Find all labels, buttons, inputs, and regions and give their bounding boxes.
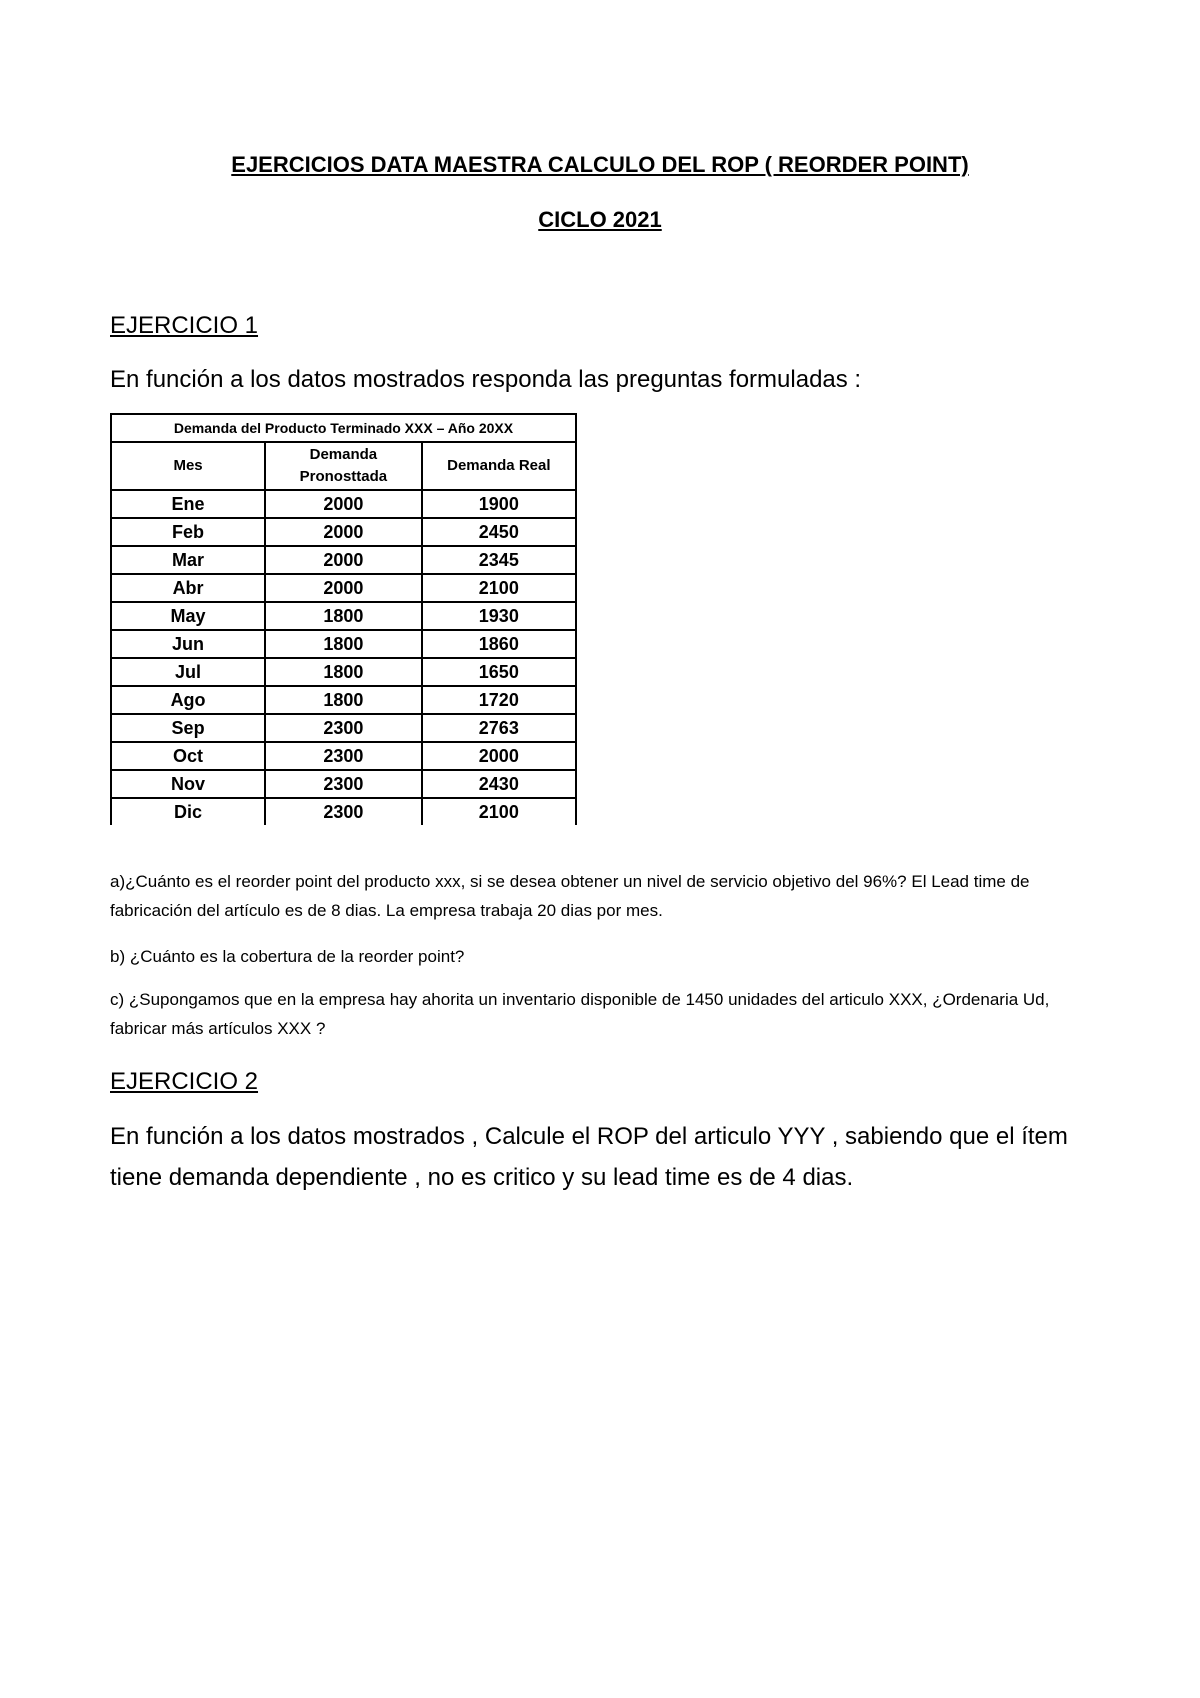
cell-real: 1860 <box>422 630 576 658</box>
table-row <box>111 686 576 714</box>
header-forecast <box>265 442 422 490</box>
cell-month: Sep <box>111 714 265 742</box>
cell-month: May <box>111 602 265 630</box>
cell-forecast: 2300 <box>265 714 422 742</box>
cell-month: Mar <box>111 546 265 574</box>
cell-month: Nov <box>111 770 265 798</box>
cell-month: Oct <box>111 742 265 770</box>
cell-month: Jul <box>111 658 265 686</box>
table-row <box>111 714 576 742</box>
cell-forecast: 1800 <box>265 658 422 686</box>
exercise-1-intro: En función a los datos mostrados responda las preguntas formuladas : <box>110 366 862 393</box>
cell-forecast: 2300 <box>265 798 422 825</box>
table-row <box>111 546 576 574</box>
table-caption: Demanda del Producto Terminado XXX – Año 20XX <box>111 414 576 442</box>
table-row <box>111 490 576 518</box>
cell-real: 2763 <box>422 714 576 742</box>
document-subtitle: CICLO 2021 <box>538 207 662 232</box>
cell-real: 1650 <box>422 658 576 686</box>
header-forecast-line1: Demanda <box>309 446 378 463</box>
cell-real: 2430 <box>422 770 576 798</box>
cell-forecast: 2000 <box>265 490 422 518</box>
question-c: c) ¿Supongamos que en la empresa hay ahorita un inventario disponible de 1450 unidades del articulo XXX, ¿Ordenaria Ud, fabricar más artículos XXX ? <box>110 990 1050 1038</box>
table-row <box>111 602 576 630</box>
table-header-row <box>111 442 576 490</box>
table-row <box>111 798 576 825</box>
cell-real: 2345 <box>422 546 576 574</box>
table-row <box>111 630 576 658</box>
table-row <box>111 742 576 770</box>
demand-table <box>110 413 577 825</box>
exercise-2-heading: EJERCICIO 2 <box>110 1068 259 1095</box>
table-row <box>111 770 576 798</box>
header-month: Mes <box>111 442 265 490</box>
cell-month: Ago <box>111 686 265 714</box>
header-forecast-line2: Pronosttada <box>299 468 388 485</box>
table-row <box>111 574 576 602</box>
cell-month: Abr <box>111 574 265 602</box>
cell-real: 2450 <box>422 518 576 546</box>
cell-real: 2100 <box>422 798 576 825</box>
cell-real: 1930 <box>422 602 576 630</box>
cell-month: Feb <box>111 518 265 546</box>
document-title: EJERCICIOS DATA MAESTRA CALCULO DEL ROP ( REORDER POINT) <box>231 152 969 177</box>
cell-month: Jun <box>111 630 265 658</box>
question-b: b) ¿Cuánto es la cobertura de la reorder point? <box>110 947 465 966</box>
cell-forecast: 2000 <box>265 518 422 546</box>
cell-month: Ene <box>111 490 265 518</box>
cell-real: 2000 <box>422 742 576 770</box>
table-row <box>111 518 576 546</box>
cell-forecast: 2000 <box>265 574 422 602</box>
exercise-1-heading: EJERCICIO 1 <box>110 312 259 339</box>
cell-forecast: 1800 <box>265 602 422 630</box>
cell-forecast: 1800 <box>265 686 422 714</box>
cell-real: 2100 <box>422 574 576 602</box>
cell-real: 1900 <box>422 490 576 518</box>
table-caption-row <box>111 414 576 442</box>
table-row <box>111 658 576 686</box>
exercise-2-intro: En función a los datos mostrados , Calcule el ROP del articulo YYY , sabiendo que el ítem tiene demanda dependiente , no es critico y su lead time es de 4 dias. <box>110 1123 1068 1191</box>
cell-forecast: 2300 <box>265 742 422 770</box>
question-a: a)¿Cuánto es el reorder point del producto xxx, si se desea obtener un nivel de servicio objetivo del 96%? El Lead time de fabricación del artículo es de 8 dias. La empresa trabaja 20 dias por mes. <box>110 872 1030 920</box>
cell-forecast: 2000 <box>265 546 422 574</box>
cell-real: 1720 <box>422 686 576 714</box>
cell-forecast: 1800 <box>265 630 422 658</box>
cell-forecast: 2300 <box>265 770 422 798</box>
cell-month: Dic <box>111 798 265 825</box>
header-real: Demanda Real <box>422 442 576 490</box>
